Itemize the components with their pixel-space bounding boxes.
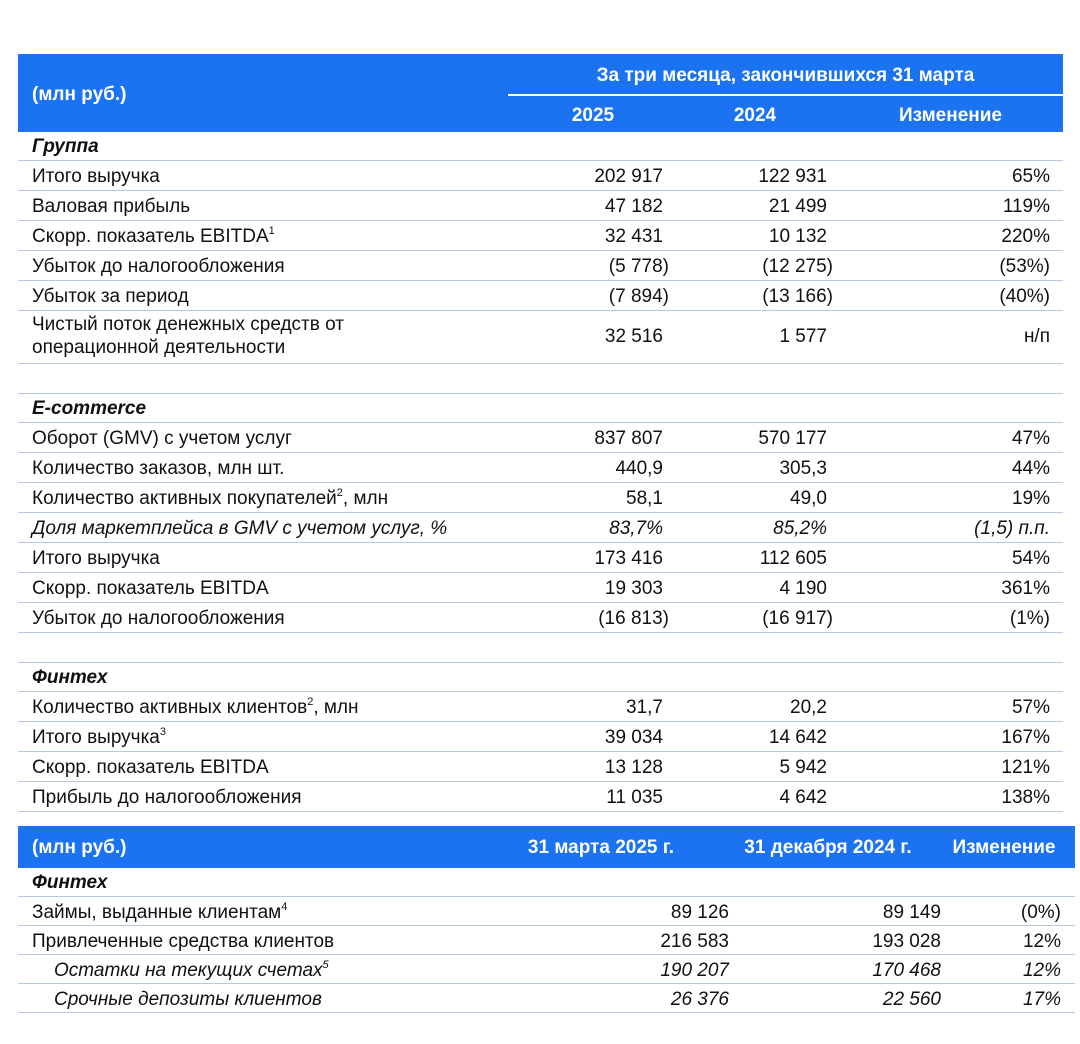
footnote-mark: 4 bbox=[281, 901, 288, 913]
table-row bbox=[18, 984, 1075, 1013]
value-2025: (7 894) bbox=[608, 286, 669, 307]
table-row bbox=[18, 926, 1075, 955]
value-date-b: 170 468 bbox=[872, 960, 941, 981]
value-change: 17% bbox=[1022, 989, 1061, 1010]
value-2024: 5 942 bbox=[779, 757, 827, 778]
row-label-line2: операционной деятельности bbox=[32, 337, 286, 358]
row-label-text: Количество активных покупателей bbox=[32, 488, 337, 509]
section-fintech bbox=[18, 663, 1063, 692]
value-change: 65% bbox=[1011, 166, 1050, 187]
table-row bbox=[18, 161, 1063, 191]
table-row bbox=[18, 281, 1063, 311]
row-label: Итого выручка bbox=[32, 166, 160, 187]
value-change: (1,5) п.п. bbox=[974, 518, 1050, 539]
header-divider bbox=[508, 94, 1063, 96]
row-label: Прибыль до налогообложения bbox=[32, 787, 302, 808]
value-change: (53%) bbox=[999, 256, 1050, 277]
value-2025: 83,7% bbox=[609, 518, 663, 539]
row-label-text: Количество активных клиентов bbox=[32, 697, 308, 718]
value-2025: (16 813) bbox=[598, 608, 669, 629]
row-label bbox=[32, 697, 359, 719]
footnote-mark: 1 bbox=[268, 225, 275, 237]
spacer-row bbox=[18, 364, 1063, 394]
row-label: Итого выручка bbox=[32, 548, 160, 569]
value-date-b: 22 560 bbox=[882, 989, 941, 1010]
value-change: (40%) bbox=[999, 286, 1050, 307]
table-row bbox=[18, 543, 1063, 573]
value-2024: 4 642 bbox=[779, 787, 827, 808]
income-table-header bbox=[18, 54, 1063, 132]
value-2024: 10 132 bbox=[768, 226, 827, 247]
row-label-text: Остатки на текущих счетах bbox=[54, 960, 323, 981]
value-date-b: 89 149 bbox=[882, 902, 941, 923]
section-title: E-commerce bbox=[32, 398, 147, 419]
value-2025: 13 128 bbox=[604, 757, 663, 778]
value-2025: 47 182 bbox=[604, 196, 663, 217]
value-date-a: 216 583 bbox=[660, 931, 729, 952]
table-row bbox=[18, 897, 1075, 926]
unit-label: (млн руб.) bbox=[32, 84, 127, 105]
value-2025: 11 035 bbox=[606, 787, 663, 808]
section-title: Финтех bbox=[32, 872, 108, 893]
row-label-line1: Чистый поток денежных средств от bbox=[32, 314, 344, 335]
period-header: За три месяца, закончившихся 31 марта bbox=[596, 65, 975, 86]
row-label bbox=[32, 727, 166, 749]
table-row bbox=[18, 453, 1063, 483]
value-change: 57% bbox=[1011, 697, 1050, 718]
value-change: 12% bbox=[1022, 960, 1061, 981]
table-row bbox=[18, 692, 1063, 722]
value-2024: 20,2 bbox=[790, 697, 827, 718]
value-2025: 837 807 bbox=[594, 428, 663, 449]
table-row bbox=[18, 221, 1063, 251]
row-label: Скорр. показатель EBITDA bbox=[32, 757, 269, 778]
footnote-mark: 2 bbox=[336, 487, 343, 499]
value-change: 44% bbox=[1011, 458, 1050, 479]
footnote-mark: 5 bbox=[322, 959, 329, 971]
value-change: 47% bbox=[1011, 428, 1050, 449]
row-label-text: Займы, выданные клиентам bbox=[32, 902, 282, 923]
row-label: Оборот (GMV) с учетом услуг bbox=[32, 428, 292, 449]
value-2024: 4 190 bbox=[779, 578, 827, 599]
value-change: 54% bbox=[1011, 548, 1050, 569]
value-change: 121% bbox=[1001, 757, 1050, 778]
value-2025: 58,1 bbox=[626, 488, 663, 509]
row-label bbox=[32, 226, 275, 248]
table-row bbox=[18, 423, 1063, 453]
col-date-a-header: 31 марта 2025 г. bbox=[527, 837, 675, 858]
table-row bbox=[18, 483, 1063, 513]
value-date-b: 193 028 bbox=[872, 931, 941, 952]
row-label: Количество заказов, млн шт. bbox=[32, 458, 285, 479]
footnote-mark: 2 bbox=[307, 696, 314, 708]
row-label bbox=[32, 902, 287, 924]
table-row bbox=[18, 782, 1063, 812]
value-2025: (5 778) bbox=[608, 256, 669, 277]
col-date-b-header: 31 декабря 2024 г. bbox=[744, 837, 912, 858]
value-2025: 202 917 bbox=[594, 166, 663, 187]
value-change: н/п bbox=[1023, 326, 1050, 347]
value-date-a: 26 376 bbox=[670, 989, 729, 1010]
balance-table-header bbox=[18, 826, 1075, 868]
value-2025: 440,9 bbox=[615, 458, 663, 479]
value-2025: 32 431 bbox=[604, 226, 663, 247]
row-label: Привлеченные средства клиентов bbox=[32, 931, 335, 952]
value-2024: 21 499 bbox=[768, 196, 827, 217]
section-group bbox=[18, 132, 1063, 161]
table-row bbox=[18, 752, 1063, 782]
balance-table bbox=[18, 826, 1075, 1013]
row-label-text: Итого выручка bbox=[32, 727, 160, 748]
table-row bbox=[18, 603, 1063, 633]
value-date-a: 89 126 bbox=[670, 902, 729, 923]
value-2024: (16 917) bbox=[762, 608, 833, 629]
value-2025: 31,7 bbox=[626, 697, 663, 718]
row-label-text: Скорр. показатель EBITDA bbox=[32, 226, 269, 247]
row-label bbox=[54, 960, 329, 982]
value-2024: 122 931 bbox=[758, 166, 827, 187]
table-row bbox=[18, 251, 1063, 281]
footnote-mark: 3 bbox=[159, 726, 166, 738]
section-title: Группа bbox=[32, 136, 99, 157]
value-2024: (12 275) bbox=[762, 256, 833, 277]
value-change: 361% bbox=[1001, 578, 1050, 599]
income-table bbox=[18, 54, 1063, 812]
row-label: Доля маркетплейса в GMV с учетом услуг, % bbox=[32, 518, 448, 539]
value-2024: (13 166) bbox=[762, 286, 833, 307]
value-change: 119% bbox=[1002, 196, 1050, 217]
table-row bbox=[18, 955, 1075, 984]
table-row bbox=[18, 722, 1063, 752]
value-2024: 85,2% bbox=[773, 518, 827, 539]
row-label: Скорр. показатель EBITDA bbox=[32, 578, 269, 599]
row-label bbox=[32, 488, 388, 510]
col-change-header: Изменение bbox=[898, 105, 1002, 126]
value-2024: 14 642 bbox=[768, 727, 827, 748]
row-label: Убыток за период bbox=[32, 286, 189, 307]
section-title: Финтех bbox=[32, 667, 108, 688]
value-change: 220% bbox=[1001, 226, 1050, 247]
value-date-a: 190 207 bbox=[660, 960, 729, 981]
value-change: 19% bbox=[1011, 488, 1050, 509]
row-label: Срочные депозиты клиентов bbox=[54, 989, 322, 1010]
value-2024: 112 605 bbox=[759, 548, 827, 569]
value-2025: 173 416 bbox=[594, 548, 663, 569]
col-change-header: Изменение bbox=[952, 837, 1056, 858]
spacer-row bbox=[18, 633, 1063, 663]
value-2025: 32 516 bbox=[604, 326, 663, 347]
value-change: (1%) bbox=[1009, 608, 1050, 629]
row-label: Валовая прибыль bbox=[32, 196, 191, 217]
row-label-suffix: , млн bbox=[313, 697, 359, 718]
row-label: Убыток до налогообложения bbox=[32, 608, 285, 629]
value-2024: 1 577 bbox=[779, 326, 827, 347]
col-2024-header: 2024 bbox=[733, 105, 777, 126]
value-2025: 39 034 bbox=[604, 727, 663, 748]
unit-label: (млн руб.) bbox=[32, 837, 127, 858]
value-2025: 19 303 bbox=[604, 578, 663, 599]
value-2024: 305,3 bbox=[779, 458, 827, 479]
value-change: (0%) bbox=[1020, 902, 1061, 923]
value-2024: 570 177 bbox=[758, 428, 827, 449]
row-label: Убыток до налогообложения bbox=[32, 256, 285, 277]
value-change: 167% bbox=[1001, 727, 1050, 748]
section-ecommerce bbox=[18, 394, 1063, 423]
table-row bbox=[18, 513, 1063, 543]
table-row bbox=[18, 311, 1063, 364]
value-2024: 49,0 bbox=[790, 488, 827, 509]
table-row bbox=[18, 573, 1063, 603]
table-row bbox=[18, 191, 1063, 221]
value-change: 12% bbox=[1022, 931, 1061, 952]
value-change: 138% bbox=[1001, 787, 1050, 808]
section-fintech-balance bbox=[18, 868, 1075, 897]
row-label-suffix: , млн bbox=[342, 488, 389, 509]
col-2025-header: 2025 bbox=[571, 105, 615, 126]
